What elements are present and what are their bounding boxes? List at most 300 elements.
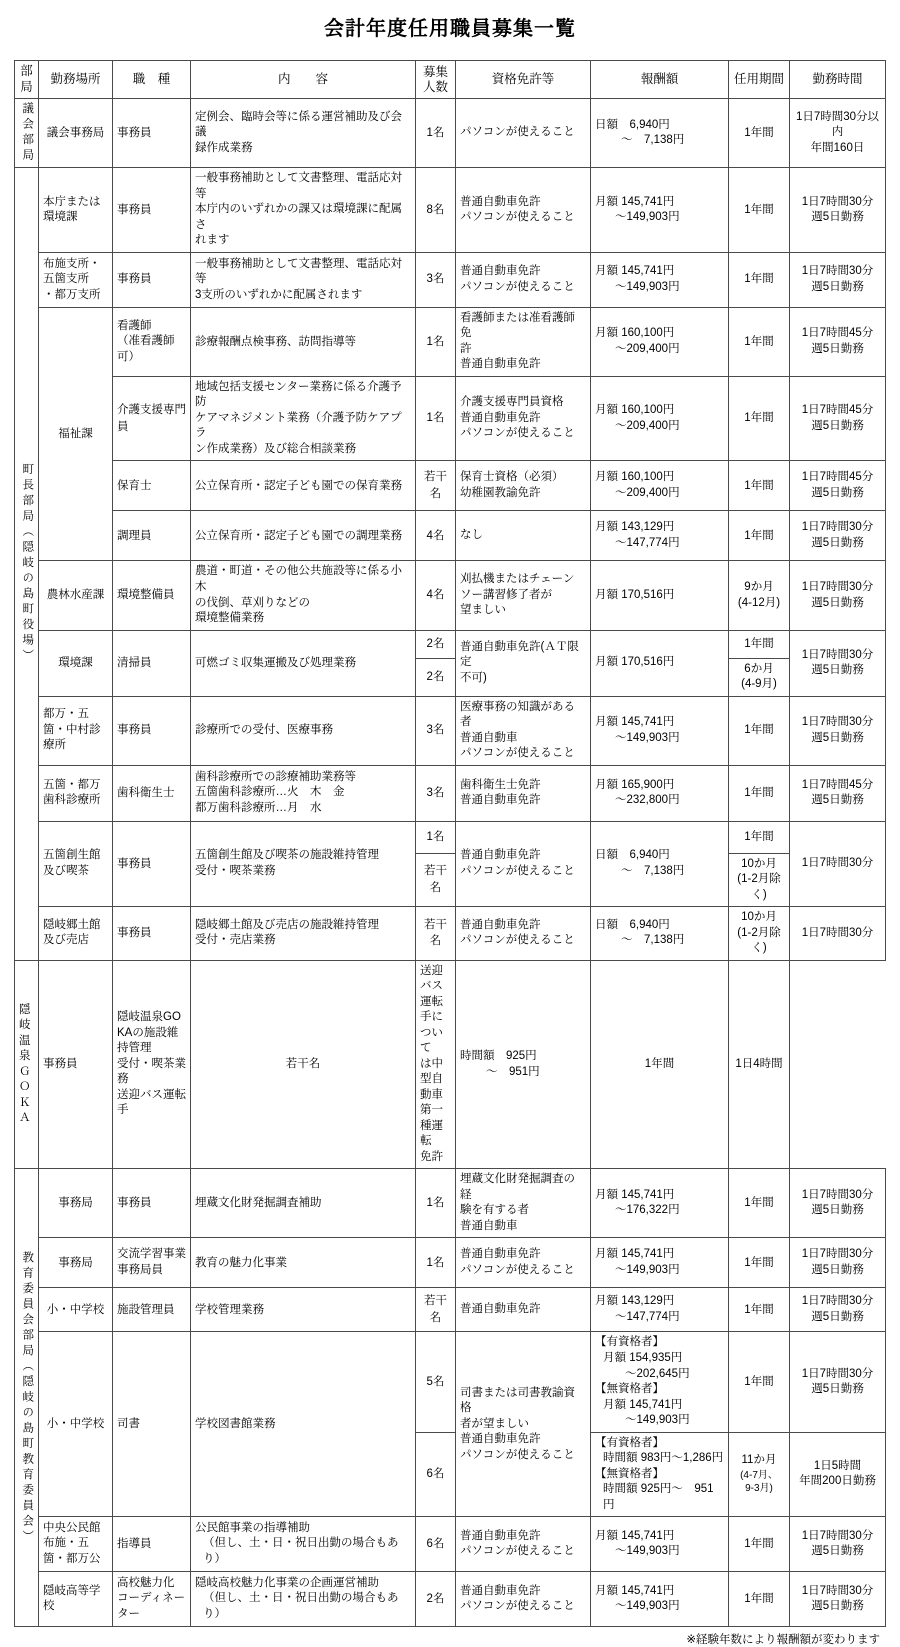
table-row <box>15 630 886 658</box>
pay-line: 〜209,400円 <box>615 419 680 432</box>
cell-job-type: 事務員 <box>113 252 191 307</box>
cell-description <box>191 376 416 461</box>
cell-qualification <box>456 461 591 511</box>
desc-line: ン作成業務）及び総合相談業務 <box>195 442 356 455</box>
page-title: 会計年度任用職員募集一覧 <box>324 18 576 40</box>
hours-line: 1日7時間30分 <box>801 1367 874 1380</box>
cell-hours <box>790 561 886 630</box>
table-row <box>15 765 886 821</box>
workplace-line: 校 <box>43 1600 55 1613</box>
cell-description <box>191 1517 416 1572</box>
hours-line: 週5日勤務 <box>811 794 864 807</box>
qual-line: 司書または司書教諭資格 <box>460 1386 575 1415</box>
workplace-line: ・都万支所 <box>43 288 101 301</box>
cell-hours <box>790 1238 886 1288</box>
cell-qualification <box>456 1332 591 1517</box>
table-row <box>15 99 886 168</box>
desc-line: 送迎バス運転手 <box>117 1088 186 1117</box>
cell-term: 1年間 <box>729 696 790 765</box>
cell-description <box>191 907 416 961</box>
pay-line: 〜147,774円 <box>615 1310 680 1323</box>
qual-line: 験を有する者 <box>460 1204 529 1217</box>
qual-line: 埋蔵文化財発掘調査の経 <box>460 1173 575 1201</box>
cell-pay <box>591 630 729 696</box>
term-line: (4-9月) <box>741 678 777 691</box>
cell-description: 公立保育所・認定子ども園での保育業務 <box>191 461 416 511</box>
qual-line: 幼稚園教諭免許 <box>460 486 541 499</box>
cell-hours <box>790 168 886 253</box>
cell-pay <box>591 1517 729 1572</box>
hours-line: 1日7時間30分 <box>801 1188 874 1201</box>
qual-line: 普通自動車免許 <box>460 1248 541 1261</box>
header-description: 内 容 <box>191 61 416 99</box>
cell-job-type: 清掃員 <box>113 630 191 696</box>
pay-line: 〜149,903円 <box>625 1414 690 1427</box>
bureau-label-assembly: 議会部局 <box>21 102 34 165</box>
cell-term: 1年間 <box>729 252 790 307</box>
qual-line: パソコンが使えること <box>460 280 575 293</box>
desc-line: 五箇歯科診療所…火 木 金 <box>195 786 345 799</box>
cell-recruit-count: 1名 <box>416 1238 456 1288</box>
cell-term: 1年間 <box>729 1238 790 1288</box>
term-line: 10か月 <box>741 911 777 924</box>
pay-line: 時間額 983円〜1,286円 <box>603 1452 724 1465</box>
cell-job-type: 歯科衛生士 <box>113 765 191 821</box>
cell-workplace <box>39 252 113 307</box>
qual-line: は中型自動車第一種運転 <box>420 1057 443 1148</box>
qual-line: パソコンが使えること <box>460 1545 575 1558</box>
footnote: ※経験年数により報酬額が変わります <box>686 1634 880 1647</box>
cell-term <box>729 1432 790 1517</box>
hours-line: 週5日勤務 <box>811 1263 864 1276</box>
bureau-cell-assembly <box>15 99 39 168</box>
cell-hours <box>790 907 886 961</box>
pay-line: 〜147,774円 <box>615 536 680 549</box>
cell-job-type: 司書 <box>113 1332 191 1517</box>
table-row <box>15 960 886 1169</box>
job-type-line: コーディネー <box>117 1592 186 1605</box>
pay-line: 月額 145,741円 <box>595 1584 675 1597</box>
qual-line: パソコンが使えること <box>460 1600 575 1613</box>
pay-line: 月額 165,900円 <box>595 778 675 791</box>
qual-line: 普通自動車免許 <box>460 411 541 424</box>
table-row <box>15 1517 886 1572</box>
qual-line: 送迎バス運転手について <box>420 964 443 1055</box>
cell-hours <box>790 696 886 765</box>
cell-description <box>191 1572 416 1627</box>
cell-description: 可燃ゴミ収集運搬及び処理業務 <box>191 630 416 696</box>
cell-term: 1年間 <box>729 821 790 853</box>
table-row <box>15 1238 886 1288</box>
pay-line: 〜 7,138円 <box>621 934 685 947</box>
job-type-line: 事務局員 <box>117 1263 163 1276</box>
bureau-label-mayor: 町長部局（隠岐の島町役場） <box>21 463 34 665</box>
cell-workplace: 小・中学校 <box>39 1332 113 1517</box>
workplace-line: 及び売店 <box>43 934 89 947</box>
cell-hours <box>790 99 886 168</box>
cell-recruit-count: 2名 <box>416 630 456 658</box>
hours-line: 週5日勤務 <box>811 536 864 549</box>
cell-term: 1年間 <box>729 1332 790 1432</box>
qual-line: 普通自動車免許 <box>460 794 541 807</box>
desc-line: 歯科診療所での診療補助業務等 <box>195 770 356 783</box>
cell-hours <box>790 252 886 307</box>
header-row <box>15 61 886 99</box>
cell-recruit-count: 若干名 <box>191 960 416 1169</box>
workplace-line: 箇・都万公 <box>43 1552 101 1565</box>
pay-line: 〜149,903円 <box>615 1263 680 1276</box>
job-type-line: ター <box>117 1607 140 1620</box>
cell-recruit-count: 1名 <box>416 307 456 376</box>
workplace-line: 五箇・都万 <box>43 778 101 791</box>
pay-line: 〜149,903円 <box>615 1600 680 1613</box>
table-row <box>15 1169 886 1238</box>
pay-line: 時間額 925円 <box>460 1050 537 1063</box>
pay-line: 〜 7,138円 <box>621 134 685 147</box>
cell-term <box>729 561 790 630</box>
header-pay: 報酬額 <box>591 61 729 99</box>
qual-line: 普通自動車免許 <box>460 265 541 278</box>
pay-line: 月額 145,741円 <box>595 1188 675 1201</box>
recruitment-table <box>14 60 886 1627</box>
qual-line: 普通自動車免許 <box>460 1584 541 1597</box>
desc-line: 隠岐温泉GOKAの施設維持管理 <box>117 1011 181 1055</box>
cell-hours <box>790 1288 886 1332</box>
job-type-line: 交流学習事業 <box>117 1248 186 1261</box>
cell-job-type: 調理員 <box>113 511 191 561</box>
qual-line: 不可) <box>460 671 487 684</box>
cell-job-type: 保育士 <box>113 461 191 511</box>
header-recruit-count-line2: 人数 <box>422 79 448 94</box>
cell-recruit-count: 1名 <box>416 821 456 853</box>
cell-workplace <box>15 960 39 1169</box>
desc-line: 公民館事業の指導補助 <box>195 1521 310 1534</box>
term-line: 6か月 <box>744 662 774 675</box>
cell-qualification <box>456 511 591 561</box>
cell-hours <box>790 630 886 696</box>
cell-workplace: 事務局 <box>39 1169 113 1238</box>
cell-recruit-count: 若干名 <box>416 907 456 961</box>
hours-line: 1日7時間30分 <box>801 1584 874 1597</box>
qual-line: パソコンが使えること <box>460 427 575 440</box>
qual-line: 医療事務の知識がある者 <box>460 700 575 729</box>
cell-description: 公立保育所・認定子ども園での調理業務 <box>191 511 416 561</box>
hours-line: 週5日勤務 <box>811 664 864 677</box>
cell-description: 診療所での受付、医療事務 <box>191 696 416 765</box>
pay-line: 〜149,903円 <box>615 280 680 293</box>
hours-line: 1日7時間45分 <box>801 404 874 417</box>
cell-hours <box>729 960 790 1169</box>
qual-line: パソコンが使えること <box>460 864 575 877</box>
pay-line: 月額 145,741円 <box>595 716 675 729</box>
desc-line: 本庁内のいずれかの課又は環境課に配属さ <box>195 203 402 231</box>
cell-qualification <box>456 307 591 376</box>
workplace-line: 五箇創生館 <box>43 849 101 862</box>
hours-line: 年間160日 <box>810 142 865 154</box>
hours-line: 1日4時間 <box>735 1057 783 1070</box>
term-line: 9か月 <box>744 580 774 593</box>
cell-term: 1年間 <box>729 168 790 253</box>
hours-line: 1日7時間30分 <box>801 857 874 870</box>
pay-line: 月額 170,516円 <box>595 656 675 669</box>
header-bureau: 部局 <box>15 61 39 99</box>
pay-line: 〜232,800円 <box>615 794 680 807</box>
qual-line: 許 <box>460 342 472 355</box>
pay-line: 月額 170,516円 <box>595 588 675 601</box>
cell-qualification <box>456 561 591 630</box>
cell-pay <box>591 1572 729 1627</box>
hours-line: 週5日勤務 <box>811 486 864 499</box>
cell-pay <box>591 1288 729 1332</box>
qual-line: 普通自動車 <box>460 731 518 744</box>
desc-line: 一般事務補助として文書整理、電話応対等 <box>195 172 402 200</box>
cell-qualification <box>456 1238 591 1288</box>
cell-description: 教育の魅力化事業 <box>191 1238 416 1288</box>
workplace-line: ＯＫＡ <box>19 1081 31 1125</box>
cell-pay <box>591 821 729 907</box>
qual-line: 望ましい <box>460 604 506 617</box>
cell-description: 学校管理業務 <box>191 1288 416 1332</box>
hours-line: 週5日勤務 <box>811 1545 864 1558</box>
hours-line: 1日5時間 <box>813 1459 862 1472</box>
cell-recruit-count: 2名 <box>416 1572 456 1627</box>
workplace-line: 隠岐高等学 <box>43 1584 101 1597</box>
cell-job-type <box>113 1572 191 1627</box>
cell-workplace: 議会事務局 <box>39 99 113 168</box>
cell-recruit-count: 5名 <box>416 1332 456 1432</box>
desc-line: 環境整備業務 <box>195 612 264 625</box>
cell-pay <box>591 461 729 511</box>
hours-line: 1日7時間30分 <box>801 195 874 208</box>
job-type-line: 高校魅力化 <box>117 1576 175 1589</box>
cell-recruit-count: 2名 <box>416 658 456 696</box>
cell-qualification <box>456 252 591 307</box>
table-row <box>15 511 886 561</box>
pay-line: 【有資格者】 <box>595 1436 664 1449</box>
qual-line: 者が望ましい <box>460 1417 529 1430</box>
cell-description <box>113 960 191 1169</box>
hours-line: 週5日勤務 <box>811 1600 864 1613</box>
qual-line: 保育士資格（必須） <box>460 471 564 484</box>
hours-line: 1日7時間30分 <box>801 521 874 534</box>
cell-recruit-count: 6名 <box>416 1432 456 1517</box>
cell-job-type: 事務員 <box>113 696 191 765</box>
pay-line: 〜209,400円 <box>615 342 680 355</box>
cell-description: 埋蔵文化財発掘調査補助 <box>191 1169 416 1238</box>
table-row <box>15 821 886 853</box>
cell-recruit-count: 1名 <box>416 1169 456 1238</box>
desc-line: 一般事務補助として文書整理、電話応対等 <box>195 257 402 286</box>
term-line: く) <box>751 888 767 901</box>
cell-pay <box>591 696 729 765</box>
pay-line: 【無資格者】 <box>595 1467 664 1480</box>
desc-line: 都万歯科診療所…月 水 <box>195 801 322 814</box>
pay-line: 〜149,903円 <box>615 731 680 744</box>
cell-description <box>191 252 416 307</box>
workplace-line: 箇・中村診 <box>43 723 101 736</box>
workplace-line: 都万・五 <box>43 708 89 721</box>
pay-line: 〜149,903円 <box>615 211 680 224</box>
header-recruit-count <box>416 61 456 99</box>
cell-pay <box>591 99 729 168</box>
pay-line: 月額 160,100円 <box>595 327 675 340</box>
cell-workplace <box>39 1572 113 1627</box>
hours-line: 1日7時間30分 <box>801 926 874 939</box>
cell-hours <box>790 821 886 907</box>
term-line: 10か月 <box>741 857 777 870</box>
hours-line: 1日7時間30分 <box>801 716 874 729</box>
cell-pay <box>591 307 729 376</box>
table-row <box>15 461 886 511</box>
workplace-line: 五箇支所 <box>43 273 89 286</box>
pay-line: 月額 143,129円 <box>595 521 675 534</box>
hours-line: 1日7時間30分 <box>801 1248 874 1261</box>
workplace-line: 歯科診療所 <box>43 794 101 807</box>
cell-hours <box>790 1432 886 1517</box>
cell-recruit-count: 若干名 <box>416 853 456 907</box>
cell-pay <box>591 765 729 821</box>
cell-workplace <box>39 168 113 253</box>
cell-job-type: 指導員 <box>113 1517 191 1572</box>
hours-line: 週5日勤務 <box>811 1204 864 1217</box>
cell-term: 1年間 <box>729 461 790 511</box>
table-row <box>15 168 886 253</box>
pay-line: 月額 160,100円 <box>595 471 675 484</box>
cell-recruit-count: 6名 <box>416 1517 456 1572</box>
cell-pay <box>591 376 729 461</box>
workplace-line: 中央公民館 <box>43 1521 101 1534</box>
cell-qualification <box>456 630 591 696</box>
desc-line: の伐倒、草刈りなどの <box>195 596 310 609</box>
cell-job-type <box>113 1238 191 1288</box>
qual-line: 免許 <box>420 1150 443 1163</box>
cell-pay <box>591 1332 729 1432</box>
hours-line: 1日7時間30分 <box>801 1529 874 1542</box>
hours-line: 1日7時間30分 <box>801 648 874 661</box>
hours-line: 週5日勤務 <box>811 280 864 293</box>
qual-line: 普通自動車免許(ＡＴ限定 <box>460 640 579 669</box>
pay-line: 〜 951円 <box>486 1065 540 1078</box>
qual-line: 普通自動車 <box>460 1219 518 1232</box>
pay-line: 月額 154,935円 <box>603 1352 683 1364</box>
cell-hours <box>790 511 886 561</box>
qual-line: なし <box>460 529 483 542</box>
qual-line: 介護支援専門員資格 <box>460 396 564 409</box>
hours-line: 週5日勤務 <box>811 596 864 609</box>
cell-qualification <box>456 1572 591 1627</box>
cell-recruit-count: 3名 <box>416 696 456 765</box>
term-line: く) <box>751 942 767 955</box>
cell-qualification <box>456 376 591 461</box>
term-line: (1-2月除 <box>737 873 781 886</box>
pay-line: 〜209,400円 <box>615 486 680 499</box>
pay-line: 月額 145,741円 <box>595 1248 675 1261</box>
cell-pay <box>591 1169 729 1238</box>
header-workplace: 勤務場所 <box>39 61 113 99</box>
pay-line: 〜176,322円 <box>615 1204 680 1217</box>
cell-description: 学校図書館業務 <box>191 1332 416 1517</box>
pay-line: 月額 145,741円 <box>603 1398 683 1411</box>
job-type-line: （准看護師可） <box>117 335 175 363</box>
cell-job-type: 事務員 <box>113 99 191 168</box>
cell-qualification <box>456 765 591 821</box>
desc-line: 五箇創生館及び喫茶の施設維持管理 <box>195 849 379 862</box>
cell-job-type: 施設管理員 <box>113 1288 191 1332</box>
qual-line: 普通自動車免許 <box>460 1529 541 1542</box>
header-qualification: 資格免許等 <box>456 61 591 99</box>
cell-qualification <box>456 821 591 907</box>
cell-term: 1年間 <box>729 1572 790 1627</box>
cell-term: 1年間 <box>729 376 790 461</box>
workplace-line: 布施支所・ <box>43 257 101 270</box>
cell-qualification <box>416 960 456 1169</box>
header-recruit-count-line1: 募集 <box>422 65 448 80</box>
cell-hours <box>790 1517 886 1572</box>
pay-line: 月額 145,741円 <box>595 195 675 208</box>
table-body <box>15 99 886 1627</box>
table-row <box>15 696 886 765</box>
table-row <box>15 252 886 307</box>
cell-qualification <box>456 696 591 765</box>
cell-description <box>191 765 416 821</box>
table-row <box>15 561 886 630</box>
workplace-line: 及び喫茶 <box>43 864 89 877</box>
desc-line: 受付・喫茶業務 <box>195 864 276 877</box>
pay-line: 〜149,903円 <box>615 1545 680 1558</box>
cell-qualification <box>456 1169 591 1238</box>
hours-line: 1日7時間30分 <box>801 580 874 593</box>
cell-job-type: 環境整備員 <box>113 561 191 630</box>
cell-term <box>729 907 790 961</box>
cell-workplace: 農林水産課 <box>39 561 113 630</box>
cell-workplace <box>39 821 113 907</box>
pay-line: 日額 6,940円 <box>595 118 670 131</box>
qual-line: パソコンが使えること <box>460 1263 575 1276</box>
cell-job-type: 事務員 <box>113 168 191 253</box>
table-row <box>15 1332 886 1432</box>
cell-workplace <box>39 907 113 961</box>
cell-term: 1年間 <box>729 1169 790 1238</box>
pay-line: 月額 145,741円 <box>595 265 675 278</box>
cell-description <box>191 99 416 168</box>
cell-term: 1年間 <box>591 960 729 1169</box>
cell-pay <box>591 907 729 961</box>
hours-line: 週5日勤務 <box>811 211 864 224</box>
pay-line: 日額 6,940円 <box>595 849 670 862</box>
cell-job-type: 事務員 <box>113 907 191 961</box>
cell-term: 1年間 <box>729 307 790 376</box>
desc-line: （但し、土・日・祝日出勤の場合もあり） <box>203 1537 399 1565</box>
cell-workplace: 福祉課 <box>39 307 113 561</box>
pay-line: 月額 143,129円 <box>595 1295 675 1308</box>
bureau-cell-mayor <box>15 168 39 960</box>
pay-line: 月額 145,741円 <box>595 1529 675 1542</box>
qual-line: 普通自動車免許 <box>460 358 541 371</box>
cell-qualification <box>456 168 591 253</box>
cell-recruit-count: 8名 <box>416 168 456 253</box>
cell-hours <box>790 1332 886 1432</box>
workplace-line: 布施・五 <box>43 1537 89 1550</box>
workplace-line: 隠岐温泉Ｇ <box>19 1003 31 1078</box>
hours-line: 週5日勤務 <box>811 342 864 355</box>
table-row <box>15 907 886 961</box>
cell-description <box>191 561 416 630</box>
cell-job-type <box>113 307 191 376</box>
term-line: 11か月 <box>741 1454 777 1467</box>
qual-line: 普通自動車免許 <box>460 195 541 208</box>
qual-line: 歯科衛生士免許 <box>460 778 541 791</box>
cell-recruit-count: 1名 <box>416 376 456 461</box>
